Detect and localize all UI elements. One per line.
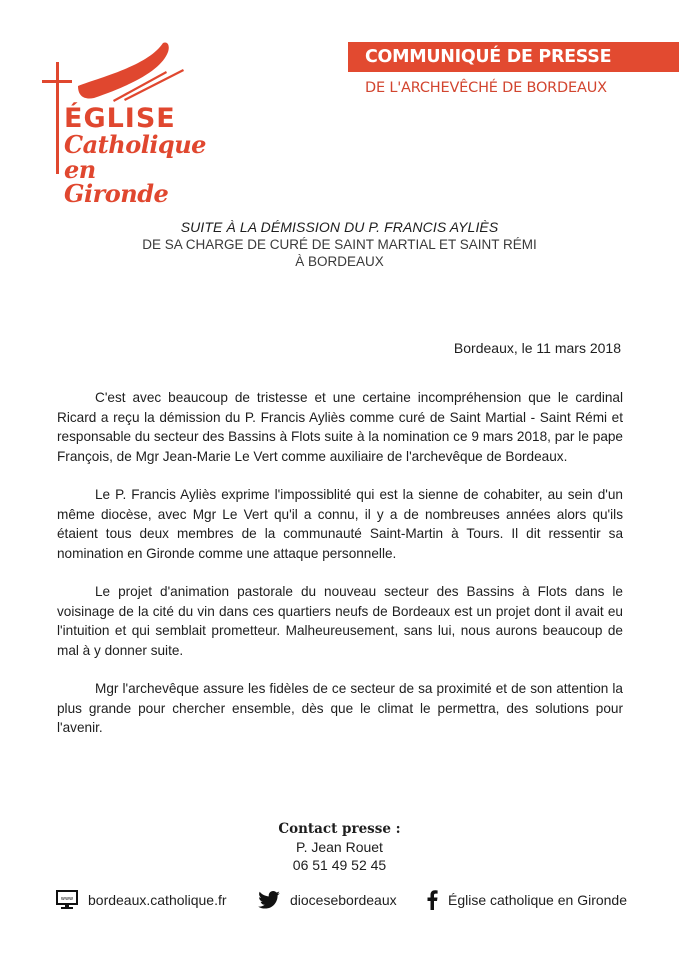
footer-facebook[interactable]: [426, 888, 627, 912]
logo: [38, 38, 206, 208]
press-release-subtitle: DE L'ARCHEVÊCHÉ DE BORDEAUX: [365, 80, 607, 96]
facebook-page[interactable]: Église catholique en Gironde: [448, 892, 628, 908]
footer: [0, 888, 679, 912]
heading-location: À BORDEAUX: [295, 254, 384, 269]
heading-title: SUITE À LA DÉMISSION DU P. FRANCIS AYLIÈS: [180, 219, 499, 235]
paragraph: Le projet d'animation pastorale du nouveau secteur des Bassins à Flots dans le voisinage de la cité du vin dans ces quartiers neufs de Bordeaux est un projet dont il avait eu l'intuition et qui semblait prometteur. Malheureusement, sans lui, nous aurons beaucoup de mal à y donner suite.: [57, 584, 623, 658]
contact-name: P. Jean Rouet: [296, 839, 383, 855]
logo-wordmark: [64, 105, 206, 206]
press-release-banner: COMMUNIQUÉ DE PRESSE: [348, 42, 679, 72]
press-contact: [0, 820, 679, 874]
contact-title: Contact presse :: [278, 821, 401, 837]
boat-icon: [78, 43, 184, 102]
twitter-handle[interactable]: diocesebordeaux: [290, 892, 397, 908]
logo-line-eglise: ÉGLISE: [64, 103, 176, 134]
logo-line-gironde: en Gironde: [64, 155, 169, 208]
contact-phone: 06 51 49 52 45: [292, 857, 387, 873]
heading-subtitle: DE SA CHARGE DE CURÉ DE SAINT MARTIAL ET SAINT RÉMI: [142, 237, 537, 252]
paragraph: Le P. Francis Ayliès exprime l'impossiblité qui est la sienne de cohabiter, au sein d'un même diocèse, avec Mgr Le Vert qu'il a connu, il y a de nombreuses années alors qu'ils étaient tous deux membres de la communauté Saint-Martin à Tours. Il dit ressentir sa nomination en Gironde comme une attaque personnelle.: [57, 487, 623, 561]
document-date: Bordeaux, le 11 mars 2018: [453, 340, 621, 356]
footer-twitter[interactable]: [258, 888, 397, 912]
svg-text:www: www: [60, 896, 74, 902]
paragraph: C'est avec beaucoup de tristesse et une certaine incompréhension que le cardinal Ricard a reçu la démission du P. Francis Ayliès comme curé de Saint Martial - Saint Rémi et responsable du secteur des Bassins à Flots suite à la nomination ce 9 mars 2018, par le pape François, de Mgr Jean-Marie Le Vert comme auxiliaire de l'archevêque de Bordeaux.: [57, 390, 623, 464]
footer-website[interactable]: [56, 888, 227, 912]
document-heading: [0, 218, 679, 270]
www-monitor-icon: [56, 890, 78, 910]
logo-line-catholique: Catholique: [64, 130, 206, 159]
twitter-icon: [258, 891, 280, 909]
facebook-icon: [426, 890, 438, 910]
paragraph: Mgr l'archevêque assure les fidèles de ce secteur de sa proximité et de son attention la plus grande pour chercher ensemble, dès que le climat le permettra, des solutions pour l'avenir.: [57, 681, 623, 735]
website-link[interactable]: bordeaux.catholique.fr: [88, 892, 227, 908]
document-body: [57, 388, 623, 757]
